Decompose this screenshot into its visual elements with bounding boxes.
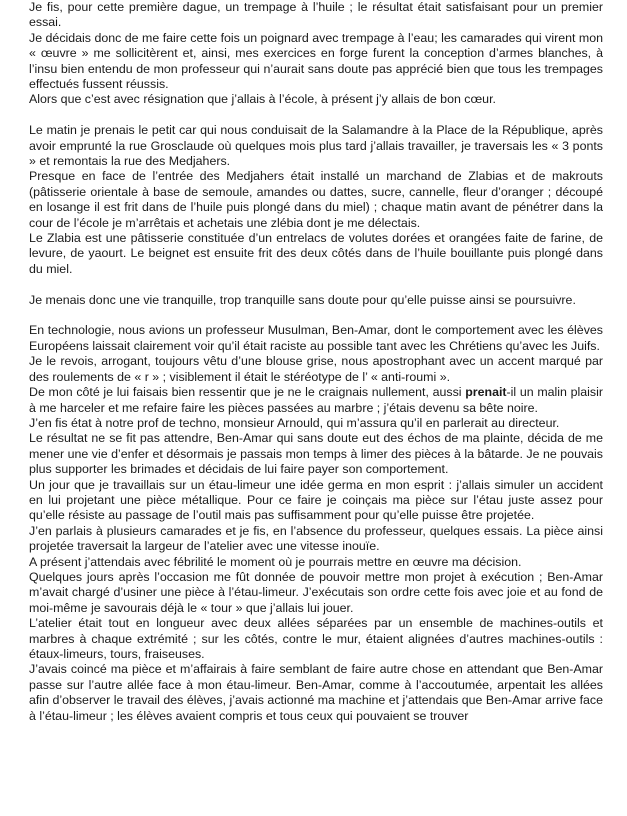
- paragraph-etau-limeur: Un jour que je travaillais sur un étau-limeur une idée germa en mon esprit : j’allais simuler un accident en lui projetant une pièce métallique. Pour ce faire je coinçais ma pièce sur l’étau juste assez pour qu’elle résiste au passage de l’outil mais pas suffisamment pour qu’elle puisse être projetée.: [29, 477, 603, 523]
- paragraph-blouse-grise: Je le revois, arrogant, toujours vêtu d’une blouse grise, nous apostrophant avec un accent marqué par des roulements de « r » ; visiblement il était le stéréotype de l’ « anti-roumi ».: [29, 354, 603, 384]
- paragraph-poignard: Je décidais donc de me faire cette fois un poignard avec trempage à l’eau; les camarades qui virent mon « œuvre » me sollicitèrent et, ainsi, mes exercices en forge furent la conception d’armes blanches, à l’insu bien entendu de mon professeur qui n’aurait sans doute pas apprécié bien que tous les trempages effectués fussent réussis.: [29, 30, 603, 92]
- text-segment: -il un malin plaisir à me harceler et me refaire faire les pièces passées au marbre ; j’étais devenu sa bête noire.: [29, 385, 603, 415]
- paragraph-gap: [29, 277, 603, 292]
- text-segment: De mon côté je lui faisais bien ressentir que je ne le craignais nullement, aussi: [29, 385, 466, 400]
- paragraph-gap: [29, 108, 603, 123]
- bold-word: prenait: [465, 385, 507, 400]
- paragraph-gap: [29, 308, 603, 323]
- paragraph-resultat: Le résultat ne se fit pas attendre, Ben-Amar qui sans doute eut des échos de ma plainte, décida de me mener une vie d’enfer et désormais je passais mon temps à limer des pièces à la bâtarde. Je ne pouvais plus supporter les brimades et décidais de lui faire payer son comportement.: [29, 431, 603, 477]
- paragraph-piece-coincee: J’avais coincé ma pièce et m’affairais à faire semblant de faire autre chose en attendant que Ben-Amar passe sur l’autre allée face à mon étau-limeur. Ben-Amar, comme à l’accoutumée, arpentait les allées afin d’observer le travail des élèves, j’avais actionné ma machine et j’attendais que Ben-Amar arrive face à l’étau-limeur ; les élèves avaient compris et tous ceux qui pouvaient se trouver: [29, 662, 603, 723]
- paragraph-vie-tranquille: Je menais donc une vie tranquille, trop tranquille sans doute pour qu’elle puisse ainsi se poursuivre.: [29, 292, 576, 307]
- paragraph-resignation: Alors que c’est avec résignation que j’allais à l’école, à présent j’y allais de bon cœur.: [29, 92, 496, 107]
- paragraph-essais: J’en parlais à plusieurs camarades et je fis, en l’absence du professeur, quelques essais. La pièce ainsi projetée traversait la largeur de l’atelier avec une vitesse inouïe.: [29, 523, 603, 554]
- paragraph-technologie: En technologie, nous avions un professeur Musulman, Ben-Amar, dont le comportement avec les élèves Européens laissait clairement voir qu’il était raciste au possible tant avec les Chrétiens qu’avec les Juifs.: [29, 323, 603, 353]
- paragraph-atelier: L’atelier était tout en longueur avec deux allées séparées par un ensemble de machines-outils et marbres à chaque extrémité ; sur les côtés, contre le mur, étaient alignées d’autres machines-outils : étaux-limeurs, tours, fraiseuses.: [29, 616, 603, 662]
- paragraph-prof-techno: J’en fis état à notre prof de techno, monsieur Arnould, qui m’assura qu’il en parlerait au directeur.: [29, 415, 560, 430]
- paragraph-occasion: Quelques jours après l’occasion me fût donnée de pouvoir mettre mon projet à exécution ; Ben-Amar m’avait chargé d’usiner une pièce à l’étau-limeur. J’exécutais son ordre cette fois avec joie et au fond de moi-même je savourais déjà le « tour » que j’allais lui jouer.: [29, 569, 603, 615]
- paragraph-bete-noire: [29, 385, 603, 416]
- paragraph-febrilite: A présent j’attendais avec fébrilité le moment où je pourrais mettre en œuvre ma décision.: [29, 554, 522, 569]
- paragraph-petit-car: Le matin je prenais le petit car qui nous conduisait de la Salamandre à la Place de la République, après avoir emprunté la rue Grosclaude où quelques mois plus tard j’allais travailler, je traversais les « 3 ponts » et remontais la rue des Medjahers.: [29, 123, 603, 169]
- paragraph-zlabia-definition: Le Zlabia est une pâtisserie constituée d’un entrelacs de volutes dorées et orangées faite de farine, de levure, de yaourt. Le beignet est ensuite frit des deux côtés dans de l’huile bouillante puis plongé dans du miel.: [29, 231, 603, 276]
- document-page: [29, 0, 603, 724]
- paragraph-premiere-dague: Je fis, pour cette première dague, un trempage à l’huile ; le résultat était satisfaisant pour un premier essai.: [29, 0, 603, 30]
- paragraph-marchand-zlabias: Presque en face de l’entrée des Medjahers était installé un marchand de Zlabias et de makrouts (pâtisserie orientale à base de semoule, amandes ou dattes, sucre, cannelle, fleur d’oranger ; découpé en losange il est frit dans de l’huile puis plongé dans du miel) ; chaque matin avant de pénétrer dans la cour de l’école je m’arrêtais et achetais une zlébia dont je me délectais.: [29, 169, 603, 230]
